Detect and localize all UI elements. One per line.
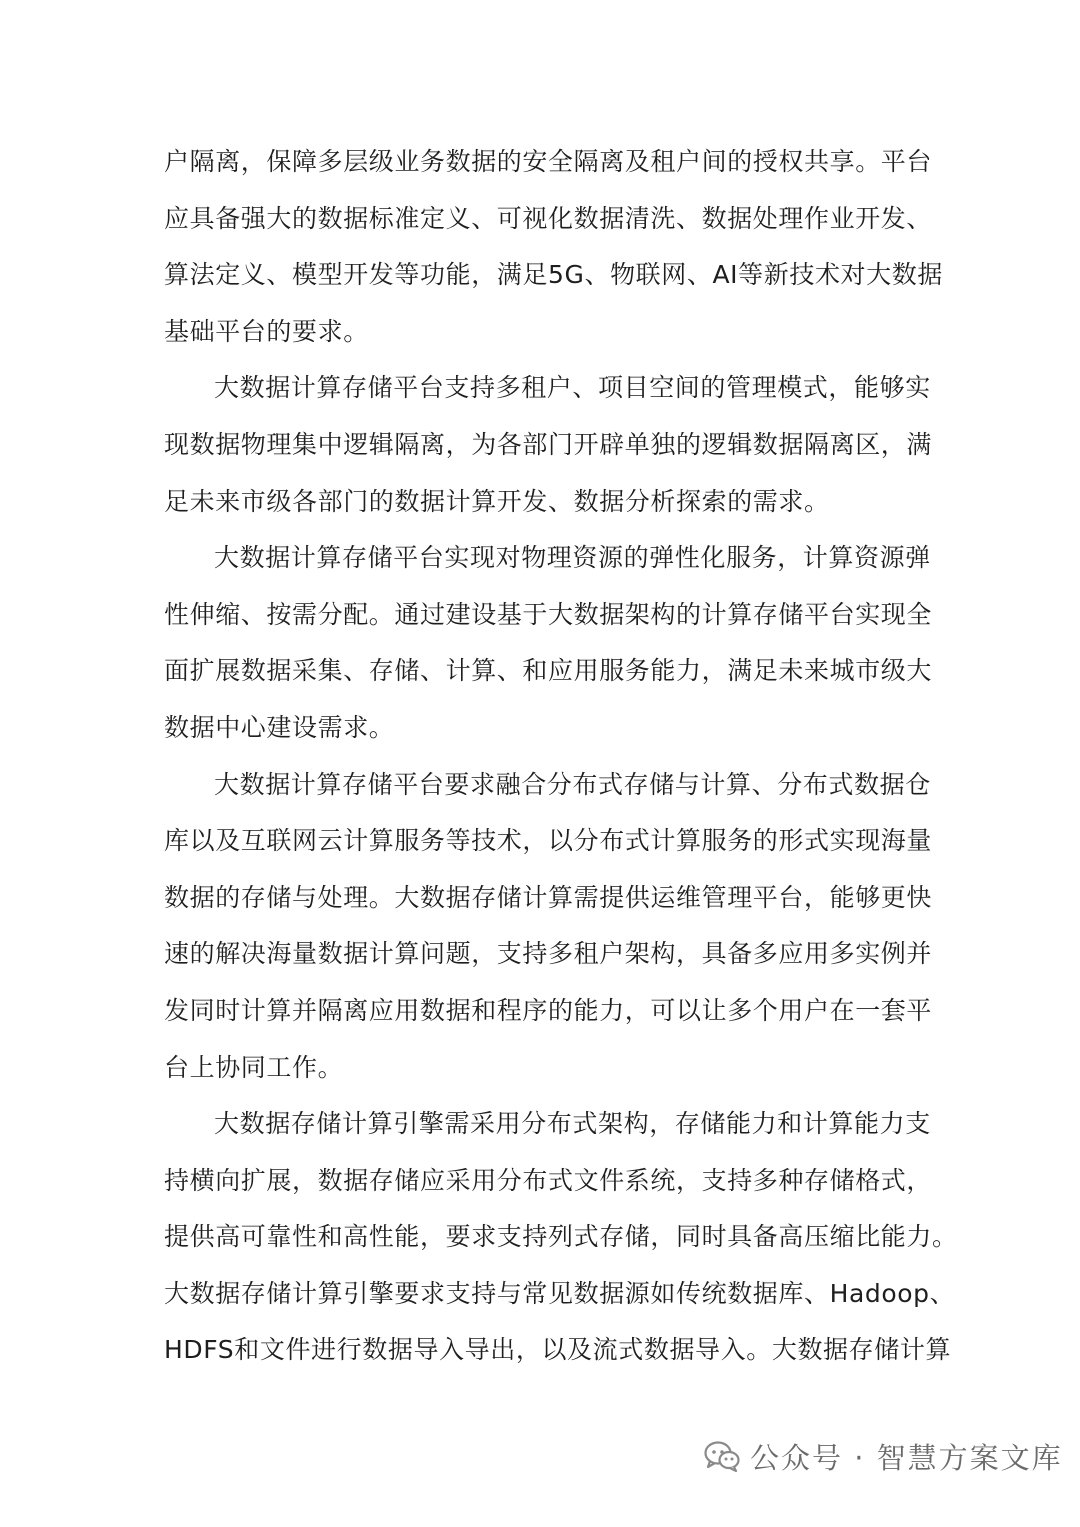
text-line: 持横向扩展，数据存储应采用分布式文件系统，支持多种存储格式， — [164, 1165, 933, 1195]
text-line: 台上协同工作。 — [164, 1052, 344, 1082]
watermark-text: 公众号 · 智慧方案文库 — [750, 1440, 1063, 1475]
text-line: 面扩展数据采集、存储、计算、和应用服务能力，满足未来城市级大 — [164, 656, 933, 686]
text-line: 足未来市级各部门的数据计算开发、数据分析探索的需求。 — [164, 486, 830, 516]
text-line: 应具备强大的数据标准定义、可视化数据清洗、数据处理作业开发、 — [164, 203, 933, 233]
text-line: 提供高可靠性和高性能，要求支持列式存储，同时具备高压缩比能力。 — [164, 1222, 958, 1252]
text-line: 大数据计算存储平台实现对物理资源的弹性化服务，计算资源弹 — [214, 543, 931, 573]
text-line: 数据的存储与处理。大数据存储计算需提供运维管理平台，能够更快 — [164, 882, 933, 912]
text-line: 户隔离，保障多层级业务数据的安全隔离及租户间的授权共享。平台 — [164, 147, 933, 176]
paragraph — [164, 530, 933, 756]
text-line: 现数据物理集中逻辑隔离，为各部门开辟单独的逻辑数据隔离区，满 — [164, 429, 933, 459]
paragraph — [164, 360, 933, 530]
text-line: 大数据计算存储平台支持多租户、项目空间的管理模式，能够实 — [214, 373, 931, 403]
wechat-icon — [704, 1440, 740, 1472]
watermark — [704, 1434, 1063, 1478]
text-line: 算法定义、模型开发等功能，满足5G、物联网、AI等新技术对大数据 — [164, 260, 943, 290]
text-line: 库以及互联网云计算服务等技术，以分布式计算服务的形式实现海量 — [164, 826, 933, 856]
paragraph — [164, 134, 943, 360]
text-line: 发同时计算并隔离应用数据和程序的能力，可以让多个用户在一套平 — [164, 995, 933, 1025]
text-line: 大数据存储计算引擎需采用分布式架构，存储能力和计算能力支 — [214, 1109, 931, 1139]
text-line: 大数据存储计算引擎要求支持与常见数据源如传统数据库、Hadoop、 — [164, 1278, 956, 1308]
text-line: 数据中心建设需求。 — [164, 712, 395, 742]
text-line: 性伸缩、按需分配。通过建设基于大数据架构的计算存储平台实现全 — [164, 599, 933, 629]
text-line: HDFS和文件进行数据导入导出，以及流式数据导入。大数据存储计算 — [164, 1335, 952, 1365]
paragraph — [164, 1096, 958, 1379]
text-line: 基础平台的要求。 — [164, 316, 369, 346]
paragraph — [164, 757, 933, 1097]
document-body — [164, 134, 958, 1379]
text-line: 速的解决海量数据计算问题，支持多租户架构，具备多应用多实例并 — [164, 939, 933, 969]
text-line: 大数据计算存储平台要求融合分布式存储与计算、分布式数据仓 — [214, 769, 931, 799]
